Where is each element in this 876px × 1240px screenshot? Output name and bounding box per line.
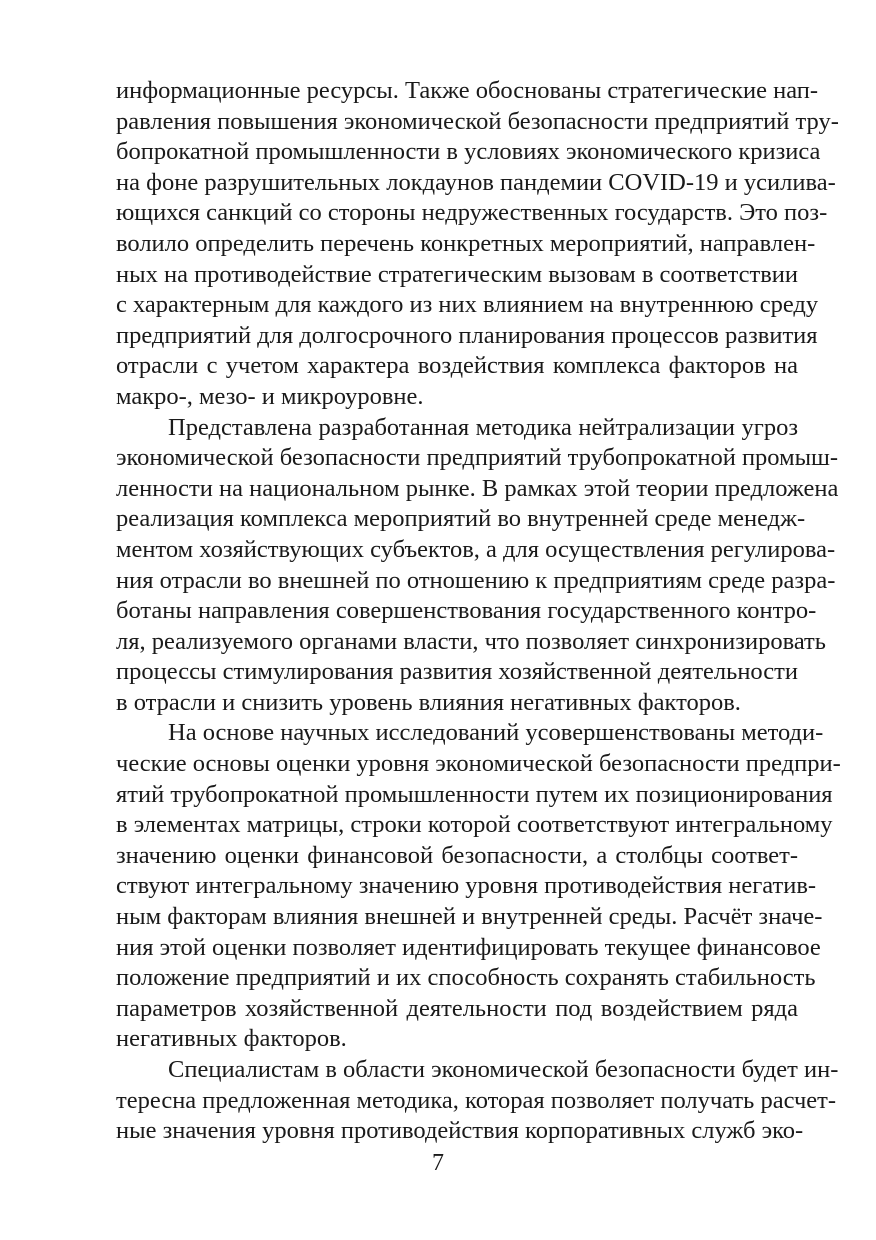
text-line: на фоне разрушительных локдаунов пандемии COVID-19 и усилива- bbox=[116, 168, 836, 196]
page-number: 7 bbox=[432, 1150, 444, 1176]
text-line: в отрасли и снизить уровень влияния негативных факторов. bbox=[116, 688, 741, 716]
text-line: параметров хозяйственной деятельности под воздействием ряда bbox=[116, 994, 798, 1022]
text-line: На основе научных исследований усовершенствованы методи- bbox=[168, 719, 824, 747]
text-line: ных на противодействие стратегическим вызовам в соответствии bbox=[116, 260, 798, 288]
text-line: ля, реализуемого органами власти, что позволяет синхронизировать bbox=[116, 627, 826, 655]
text-line: тересна предложенная методика, которая позволяет получать расчет- bbox=[116, 1086, 837, 1114]
text-line: ным факторам влияния внешней и внутренней среды. Расчёт значе- bbox=[116, 903, 823, 931]
text-line: ботаны направления совершенствования государственного контро- bbox=[116, 597, 817, 625]
text-line: ятий трубопрокатной промышленности путем их позиционирования bbox=[116, 780, 833, 808]
paragraph-4 bbox=[116, 1055, 839, 1147]
text-line: ния этой оценки позволяет идентифицировать текущее финансовое bbox=[116, 933, 821, 961]
paragraph-1 bbox=[116, 76, 839, 413]
text-line: ные значения уровня противодействия корпоративных служб эко- bbox=[116, 1117, 804, 1145]
text-line: значению оценки финансовой безопасности, а столбцы соответ- bbox=[116, 841, 798, 869]
text-line: волило определить перечень конкретных мероприятий, направлен- bbox=[116, 229, 816, 257]
text-line: Специалистам в области экономической безопасности будет ин- bbox=[168, 1056, 839, 1083]
paragraph-2 bbox=[116, 413, 839, 719]
text-line: ческие основы оценки уровня экономической безопасности предпри- bbox=[116, 750, 841, 778]
text-line: бопрокатной промышленности в условиях экономического кризиса bbox=[116, 138, 821, 166]
text-line: ленности на национальном рынке. В рамках этой теории предложена bbox=[116, 474, 839, 502]
text-line: предприятий для долгосрочного планирования процессов развития bbox=[116, 321, 818, 349]
text-line: с характерным для каждого из них влиянием на внутреннюю среду bbox=[116, 291, 819, 319]
text-line: равления повышения экономической безопасности предприятий тру- bbox=[116, 107, 839, 135]
text-line: макро-, мезо- и микроуровне. bbox=[116, 382, 424, 410]
text-line: ствуют интегральному значению уровня противодействия негатив- bbox=[116, 872, 817, 900]
text-line: ментом хозяйствующих субъектов, а для осуществления регулирова- bbox=[116, 535, 836, 563]
text-line: реализация комплекса мероприятий во внутренней среде менедж- bbox=[116, 505, 806, 533]
text-line: информационные ресурсы. Также обоснованы стратегические нап- bbox=[116, 77, 819, 104]
paragraph-3 bbox=[116, 718, 841, 1055]
text-line: ния отрасли во внешней по отношению к предприятиям среде разра- bbox=[116, 566, 836, 594]
text-line: в элементах матрицы, строки которой соответствуют интегральному bbox=[116, 811, 833, 839]
text-line: положение предприятий и их способность сохранять стабильность bbox=[116, 964, 816, 992]
text-line: негативных факторов. bbox=[116, 1025, 347, 1053]
text-line: ющихся санкций со стороны недружественных государств. Это поз- bbox=[116, 199, 828, 227]
text-line: экономической безопасности предприятий трубопрокатной промыш- bbox=[116, 444, 839, 472]
page-body bbox=[116, 76, 841, 1147]
text-line: отрасли с учетом характера воздействия комплекса факторов на bbox=[116, 352, 798, 380]
text-line: Представлена разработанная методика нейтрализации угроз bbox=[168, 413, 798, 441]
text-line: процессы стимулирования развития хозяйственной деятельности bbox=[116, 658, 798, 686]
